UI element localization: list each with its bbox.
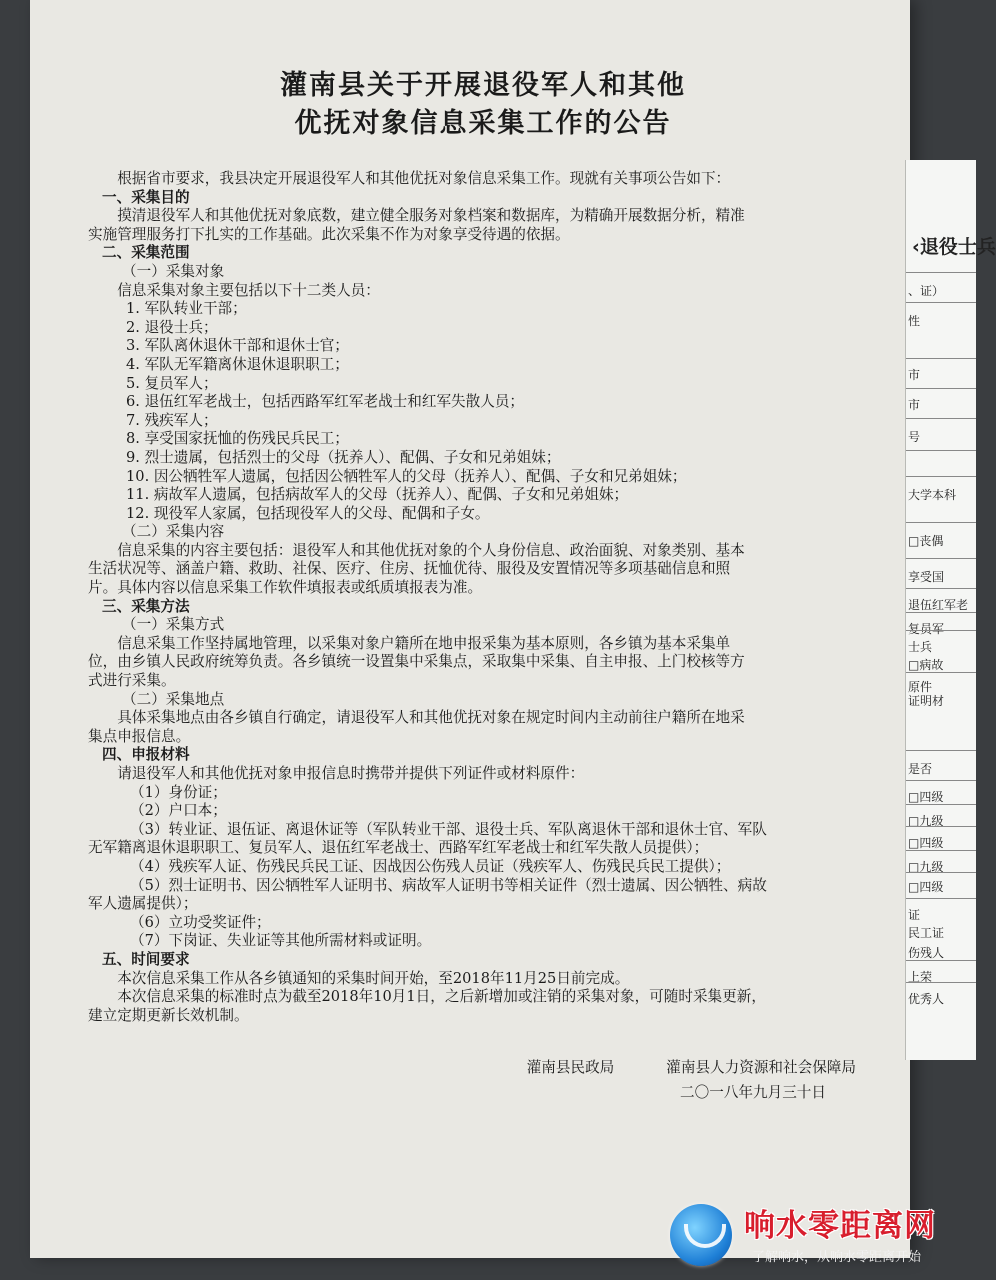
material-line: （7）下岗证、失业证等其他所需材料或证明。 <box>130 932 432 950</box>
form-cell: 优秀人 <box>908 992 945 1006</box>
form-rule <box>906 272 976 273</box>
form-rule <box>906 630 976 631</box>
form-cell: 号 <box>908 430 921 444</box>
title-line: 优抚对象信息采集工作的公告 <box>294 108 672 139</box>
site-watermark <box>660 1196 960 1280</box>
paragraph-line: 集点申报信息。 <box>88 727 191 745</box>
category-item: 7. 残疾军人； <box>126 411 218 429</box>
form-rule <box>906 750 976 751</box>
category-item: 1. 军队转业干部； <box>126 300 247 318</box>
category-item: 3. 军队离休退休干部和退休士官； <box>126 337 349 355</box>
form-rule <box>906 450 976 451</box>
form-cell: 证 <box>908 908 921 922</box>
form-rule <box>906 388 976 389</box>
form-rule <box>906 780 976 781</box>
form-cell: □丧偶 <box>908 534 944 548</box>
paragraph-line: 位，由乡镇人民政府统筹负责。各乡镇统一设置集中采集点，采取集中采集、自主申报、上门校核等方 <box>88 653 745 671</box>
section-heading: 四、申报材料 <box>102 746 190 764</box>
side-form-sheet <box>905 160 996 1060</box>
announcement-page <box>30 0 910 1258</box>
form-cell: 证明材 <box>908 694 945 708</box>
form-cell: 市 <box>908 398 921 412</box>
form-rule <box>906 522 976 523</box>
form-cell: 民工证 <box>908 926 945 940</box>
signature-block <box>88 1059 878 1078</box>
paragraph-line: 本次信息采集工作从各乡镇通知的采集时间开始，至2018年11月25日前完成。 <box>117 969 630 987</box>
paragraph-line: 摸清退役军人和其他优抚对象底数，建立健全服务对象档案和数据库，为精确开展数据分析，精准 <box>117 207 745 225</box>
form-rule <box>906 898 976 899</box>
category-item: 4. 军队无军籍离休退休退职职工； <box>126 355 349 373</box>
form-rule <box>906 588 976 589</box>
form-cell: 士兵 <box>908 640 933 654</box>
material-line: （1）身份证； <box>130 783 227 801</box>
paragraph-line: 请退役军人和其他优抚对象申报信息时携带并提供下列证件或材料原件： <box>117 765 585 782</box>
document-body <box>88 68 878 1103</box>
category-item: 8. 享受国家抚恤的伤残民兵民工； <box>126 430 349 448</box>
form-rule <box>906 982 976 983</box>
form-cell: 、证） <box>908 284 945 298</box>
paragraph-line: 本次信息采集的标准时点为截至2018年10月1日，之后新增加或注销的采集对象，可随时采集更新， <box>117 988 766 1006</box>
form-cell: 市 <box>908 368 921 382</box>
paragraph-line: 生活状况等、涵盖户籍、救助、社保、医疗、住房、抚恤优待、服役及安置情况等多项基础信息和照 <box>88 560 731 578</box>
signing-org: 灌南县民政局 <box>526 1059 615 1077</box>
paragraph-line: 建立定期更新长效机制。 <box>88 1006 249 1024</box>
form-cell: □四级 <box>908 836 944 850</box>
form-rule <box>906 850 976 851</box>
form-rule <box>906 672 976 673</box>
intro-paragraph: 根据省市要求，我县决定开展退役军人和其他优抚对象信息采集工作。现就有关事项公告如下： <box>117 170 731 187</box>
section-heading: 一、采集目的 <box>102 188 190 206</box>
site-logo-icon <box>670 1204 732 1266</box>
form-cell: 享受国 <box>908 570 945 584</box>
subsection-heading: （一）采集对象 <box>122 262 225 280</box>
paragraph-line: 实施管理服务打下扎实的工作基础。此次采集不作为对象享受待遇的依据。 <box>88 225 570 243</box>
site-slogan: 了解响水，从响水零距离开始 <box>752 1250 922 1265</box>
form-cell: 大学本科 <box>908 488 957 502</box>
site-name: 响水零距离网 <box>744 1208 936 1244</box>
category-item: 9. 烈士遗属，包括烈士的父母（抚养人）、配偶、子女和兄弟姐妹； <box>126 448 561 466</box>
category-item: 12. 现役军人家属，包括现役军人的父母、配偶和子女。 <box>126 504 490 522</box>
subsection-heading: （二）采集地点 <box>122 690 225 708</box>
category-item: 2. 退役士兵； <box>126 318 218 336</box>
section-heading: 五、时间要求 <box>102 950 190 968</box>
material-line: （5）烈士证明书、因公牺牲军人证明书、病故军人证明书等相关证件（烈士遗属、因公牺牲、病故 <box>130 876 767 894</box>
form-cell: □九级 <box>908 814 944 828</box>
category-item: 5. 复员军人； <box>126 374 218 392</box>
form-cell: 上荣 <box>908 970 933 984</box>
paragraph-line: 信息采集工作坚持属地管理，以采集对象户籍所在地申报采集为基本原则，各乡镇为基本采集单 <box>117 634 731 652</box>
material-line: （2）户口本； <box>130 802 227 820</box>
material-line: （4）残疾军人证、伤残民兵民工证、因战因公伤残人员证（残疾军人、伤残民兵民工提供）； <box>130 857 731 875</box>
material-line: （3）转业证、退伍证、离退休证等（军队转业干部、退役士兵、军队离退休干部和退休士官、军队 <box>130 820 767 838</box>
form-cell: 是否 <box>908 762 933 776</box>
form-cell: □病故 <box>908 658 944 672</box>
form-cell: 伤残人 <box>908 946 945 960</box>
form-cell: 性 <box>908 314 921 328</box>
form-cell: □四级 <box>908 880 944 894</box>
category-item: 11. 病故军人遗属，包括病故军人的父母（抚养人）、配偶、子女和兄弟姐妹； <box>126 486 629 504</box>
form-cell: 复员军 <box>908 622 945 636</box>
form-rule <box>906 872 976 873</box>
material-line: 无军籍离退休退职职工、复员军人、退伍红军老战士、西路军红军老战士和红军失散人员提供）； <box>88 839 709 857</box>
paragraph-line: 信息采集对象主要包括以下十二类人员： <box>117 281 380 299</box>
form-rule <box>906 358 976 359</box>
paragraph-line: 式进行采集。 <box>88 672 176 690</box>
paragraph-line: 片。具体内容以信息采集工作软件填报表或纸质填报表为准。 <box>88 579 483 597</box>
section-heading: 二、采集范围 <box>102 244 190 262</box>
paragraph-line: 信息采集的内容主要包括：退役军人和其他优抚对象的个人身份信息、政治面貌、对象类别、基本 <box>117 541 745 559</box>
category-item: 10. 因公牺牲军人遗属，包括因公牺牲军人的父母（抚养人）、配偶、子女和兄弟姐妹； <box>126 467 687 485</box>
form-cell: 原件 <box>908 680 933 694</box>
form-cell: □九级 <box>908 860 944 874</box>
material-line: 军人遗属提供）； <box>88 895 198 913</box>
form-cell: 退伍红军老 <box>908 598 969 612</box>
material-line: （6）立功受奖证件； <box>130 913 271 931</box>
form-rule <box>906 418 976 419</box>
subsection-heading: （二）采集内容 <box>122 523 225 541</box>
form-rule <box>906 612 976 613</box>
form-title: ‹退役士兵 <box>912 236 996 258</box>
category-item: 6. 退伍红军老战士，包括西路军红军老战士和红军失散人员； <box>126 393 525 411</box>
title-line: 灌南县关于开展退役军人和其他 <box>280 70 686 101</box>
issue-date: 二〇一八年九月三十日 <box>680 1083 826 1101</box>
form-rule <box>906 558 976 559</box>
form-rule <box>906 302 976 303</box>
document-title <box>88 68 878 142</box>
section-heading: 三、采集方法 <box>102 597 190 615</box>
paragraph-line: 具体采集地点由各乡镇自行确定，请退役军人和其他优抚对象在规定时间内主动前往户籍所在地采 <box>117 709 745 727</box>
category-list <box>88 300 878 523</box>
form-cell: □四级 <box>908 790 944 804</box>
form-rule <box>906 804 976 805</box>
signing-org: 灌南县人力资源和社会保障局 <box>666 1059 856 1077</box>
form-rule <box>906 826 976 827</box>
subsection-heading: （一）采集方式 <box>122 616 225 634</box>
form-rule <box>906 960 976 961</box>
form-rule <box>906 476 976 477</box>
